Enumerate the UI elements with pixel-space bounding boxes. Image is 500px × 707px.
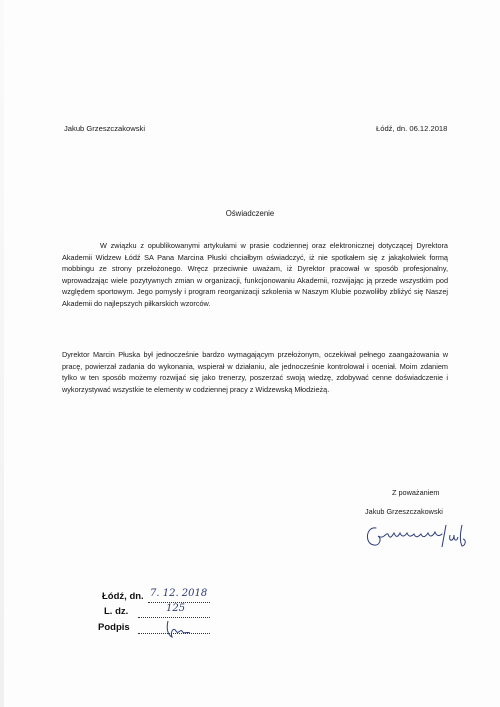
stamp-signature-scribble bbox=[164, 619, 194, 639]
closing-name: Jakub Grzeszczakowski bbox=[365, 507, 443, 516]
stamp-number-line bbox=[138, 617, 210, 618]
stamp-date-value: 7. 12. 2018 bbox=[150, 588, 208, 599]
registry-stamp bbox=[98, 588, 228, 671]
body-paragraph-1: W związku z opublikowanymi artykułami w prasie codziennej oraz elektronicznej dotyczącej Dyrektora Akademii Widzew Łódź SA Pana Marcina Płuski chciałbym oświadczyć, iż nie spotkałem się z jakąkolwiek formą mobbingu ze strony przełożonego. Wręcz przeciwnie uważam, iż Dyrektor pracował w sposób profesjonalny, wprowadzając wiele pozytywnych zmian w organizacji, funkcjonowaniu Akademii, rozwijając ją przede wszystkim pod względem sportowym. Jego pomysły i program reorganizacji szkolenia w Naszym Klubie pozwoliłby zbliżyć się Naszej Akademii do najlepszych piłkarskich wzorców. bbox=[62, 241, 448, 308]
closing-regards: Z poważaniem bbox=[392, 488, 440, 497]
stamp-number-value: 125 bbox=[166, 603, 186, 614]
document-title: Oświadczenie bbox=[225, 209, 275, 218]
stamp-date-label: Łódź, dn. bbox=[102, 591, 144, 602]
handwritten-signature bbox=[362, 518, 472, 554]
scan-edge bbox=[0, 0, 4, 707]
place-date: Łódź, dn. 06.12.2018 bbox=[376, 124, 448, 133]
stamp-signature-label: Podpis bbox=[98, 622, 130, 633]
stamp-number-label: L. dz. bbox=[104, 606, 129, 617]
body-paragraph-2: Dyrektor Marcin Płuska był jednocześnie bardzo wymagającym przełożonym, oczekiwał pełnego zaangażowania w pracę, powierzał zadania do wykonania, wspierał w działaniu, ale jednocześnie kontrolował i oceniał. Moim zdaniem tylko w ten sposób możemy rozwijać się jako trenerzy, poszerzać swoją wiedzę, zdobywać cenne doświadczenie i wykorzystywać wszystkie te elementy w codziennej pracy z Widzewską Młodzieżą. bbox=[62, 350, 448, 394]
sender-name: Jakub Grzeszczakowski bbox=[64, 124, 146, 133]
